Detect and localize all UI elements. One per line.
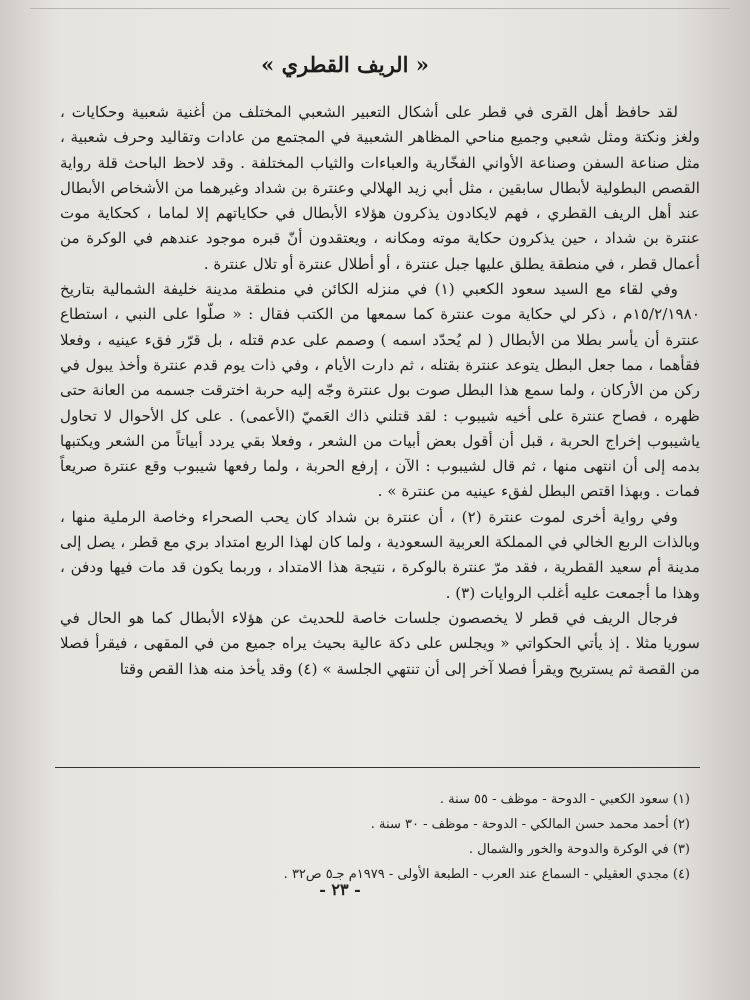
footnote-2: (٢) أحمد محمد حسن المالكي - الدوحة - موظف - ٣٠ سنة . [370,817,690,832]
paragraph-3: وفي رواية أخرى لموت عنترة (٢) ، أن عنترة بن شداد كان يحب الصحراء وخاصة الرملية منها ، وبالذات الربع الخالي في المملكة العربية السعودية ، ولما كان لهذا الربع امتداد بري مع قطر ، يصل إلى مدينة أم سعيد القطرية ، فقد مرّ عنترة بالوكرة ، نتيجة هذا الامتداد ، وربما يكون قد مات فيها ودفن ، وهذا ما أجمعت عليه أغلب الروايات (٣) . [60,507,700,602]
paragraph-1: لقد حافظ أهل القرى في قطر على أشكال التعبير الشعبي المختلف من أغنية شعبية وحكايات ، ولغز ونكتة ومثل شعبي وجميع مناحي المظاهر الشعبية في المجتمع من عادات وتقاليد وحرف شعبية ، مثل صناعة السفن وصناعة الأواني الفخّارية والعباءات والثياب المختلفة . وقد لاحظ الباحث قلة رواية القصص البطولية لأبطال سابقين ، مثل أبي زيد الهلالي وعنترة بن شداد وغيرهما من الأشخاص الأبطال عند أهل الريف القطري ، فهم لايكادون يذكرون هؤلاء الأبطال في حكاياتهم إلا لماما ، كحكاية موت عنترة بن شداد ، حين يذكرون حكاية موته ومكانه ، ويعتقدون أنّ قبره موجود عندهم في الوكرة من أعمال قطر ، في منطقة يطلق عليها جبل عنترة ، أو أطلال عنترة أو تلال عنترة . [60,103,700,273]
footnote-separator [55,767,700,768]
paragraph-4: فرجال الريف في قطر لا يخصصون جلسات خاصة للحديث عن هؤلاء الأبطال كما هو الحال في سوريا مثلا . إذ يأتي الحكواتي « ويجلس على دكة عالية بحيث يراه جميع من في المقهى ، فيقرأ فصلا من القصة ثم يستريح ويقرأ فصلا آخر إلى أن تنتهي الجلسة » (٤) وقد يأخذ منه هذا القص وقتا [60,608,700,678]
body-text [60,100,700,682]
page-title: « الريف القطري » [261,52,429,77]
top-edge-line [30,8,730,10]
footnote-4: (٤) مجدي العقيلي - السماع عند العرب - الطبعة الأولى - ١٩٧٩م جـ٥ ص٣٢ . [283,867,690,882]
page-number: - ٢٣ - [319,880,361,899]
footnote-3: (٣) في الوكرة والدوحة والخور والشمال . [468,842,690,857]
footnote-1: (١) سعود الكعبي - الدوحة - موظف - ٥٥ سنة . [439,792,690,807]
paragraph-2: وفي لقاء مع السيد سعود الكعبي (١) في منزله الكائن في منطقة مدينة خليفة الشمالية بتاريخ ١٥/٢/١٩٨٠م ، ذكر لي حكاية موت عنترة كما سمعها من الكتب فقال : « صلّوا على النبي ، استطاع عنترة أن يأسر بطلا من الأبطال ( لم يُحدّد اسمه ) وصمم على عدم قتله ، بل قرّر فقء عينيه ، وفعلا فقأهما ، مما جعل البطل يتوعد عنترة بقتله ، ثم دارت الأيام ، وفي ذات يوم قدم عنترة وأخذ يبول في ركن من الأركان ، ولما سمع هذا البطل صوت بول عنترة وجّه إليه حربة اخترقت جسمه من العانة حتى ظهره ، فصاح عنترة على أخيه شيبوب : لقد قتلني ذاك العَميّ (الأعمى) . على كل الأحوال لا تحاول ياشيبوب إخراج الحربة ، قبل أن أقول بعض أبيات من الشعر ، وفعلا بقي يردد أبياتاً من الشعر ويكتبها بدمه إلى أن انتهى منها ، ثم قال لشيبوب : الآن ، إرفع الحربة ، ولما رفعها شيبوب وقع عنترة صريعاً فمات . وبهذا اقتص البطل لفقء عينيه من عنترة » . [60,280,700,501]
footnotes [60,787,690,887]
